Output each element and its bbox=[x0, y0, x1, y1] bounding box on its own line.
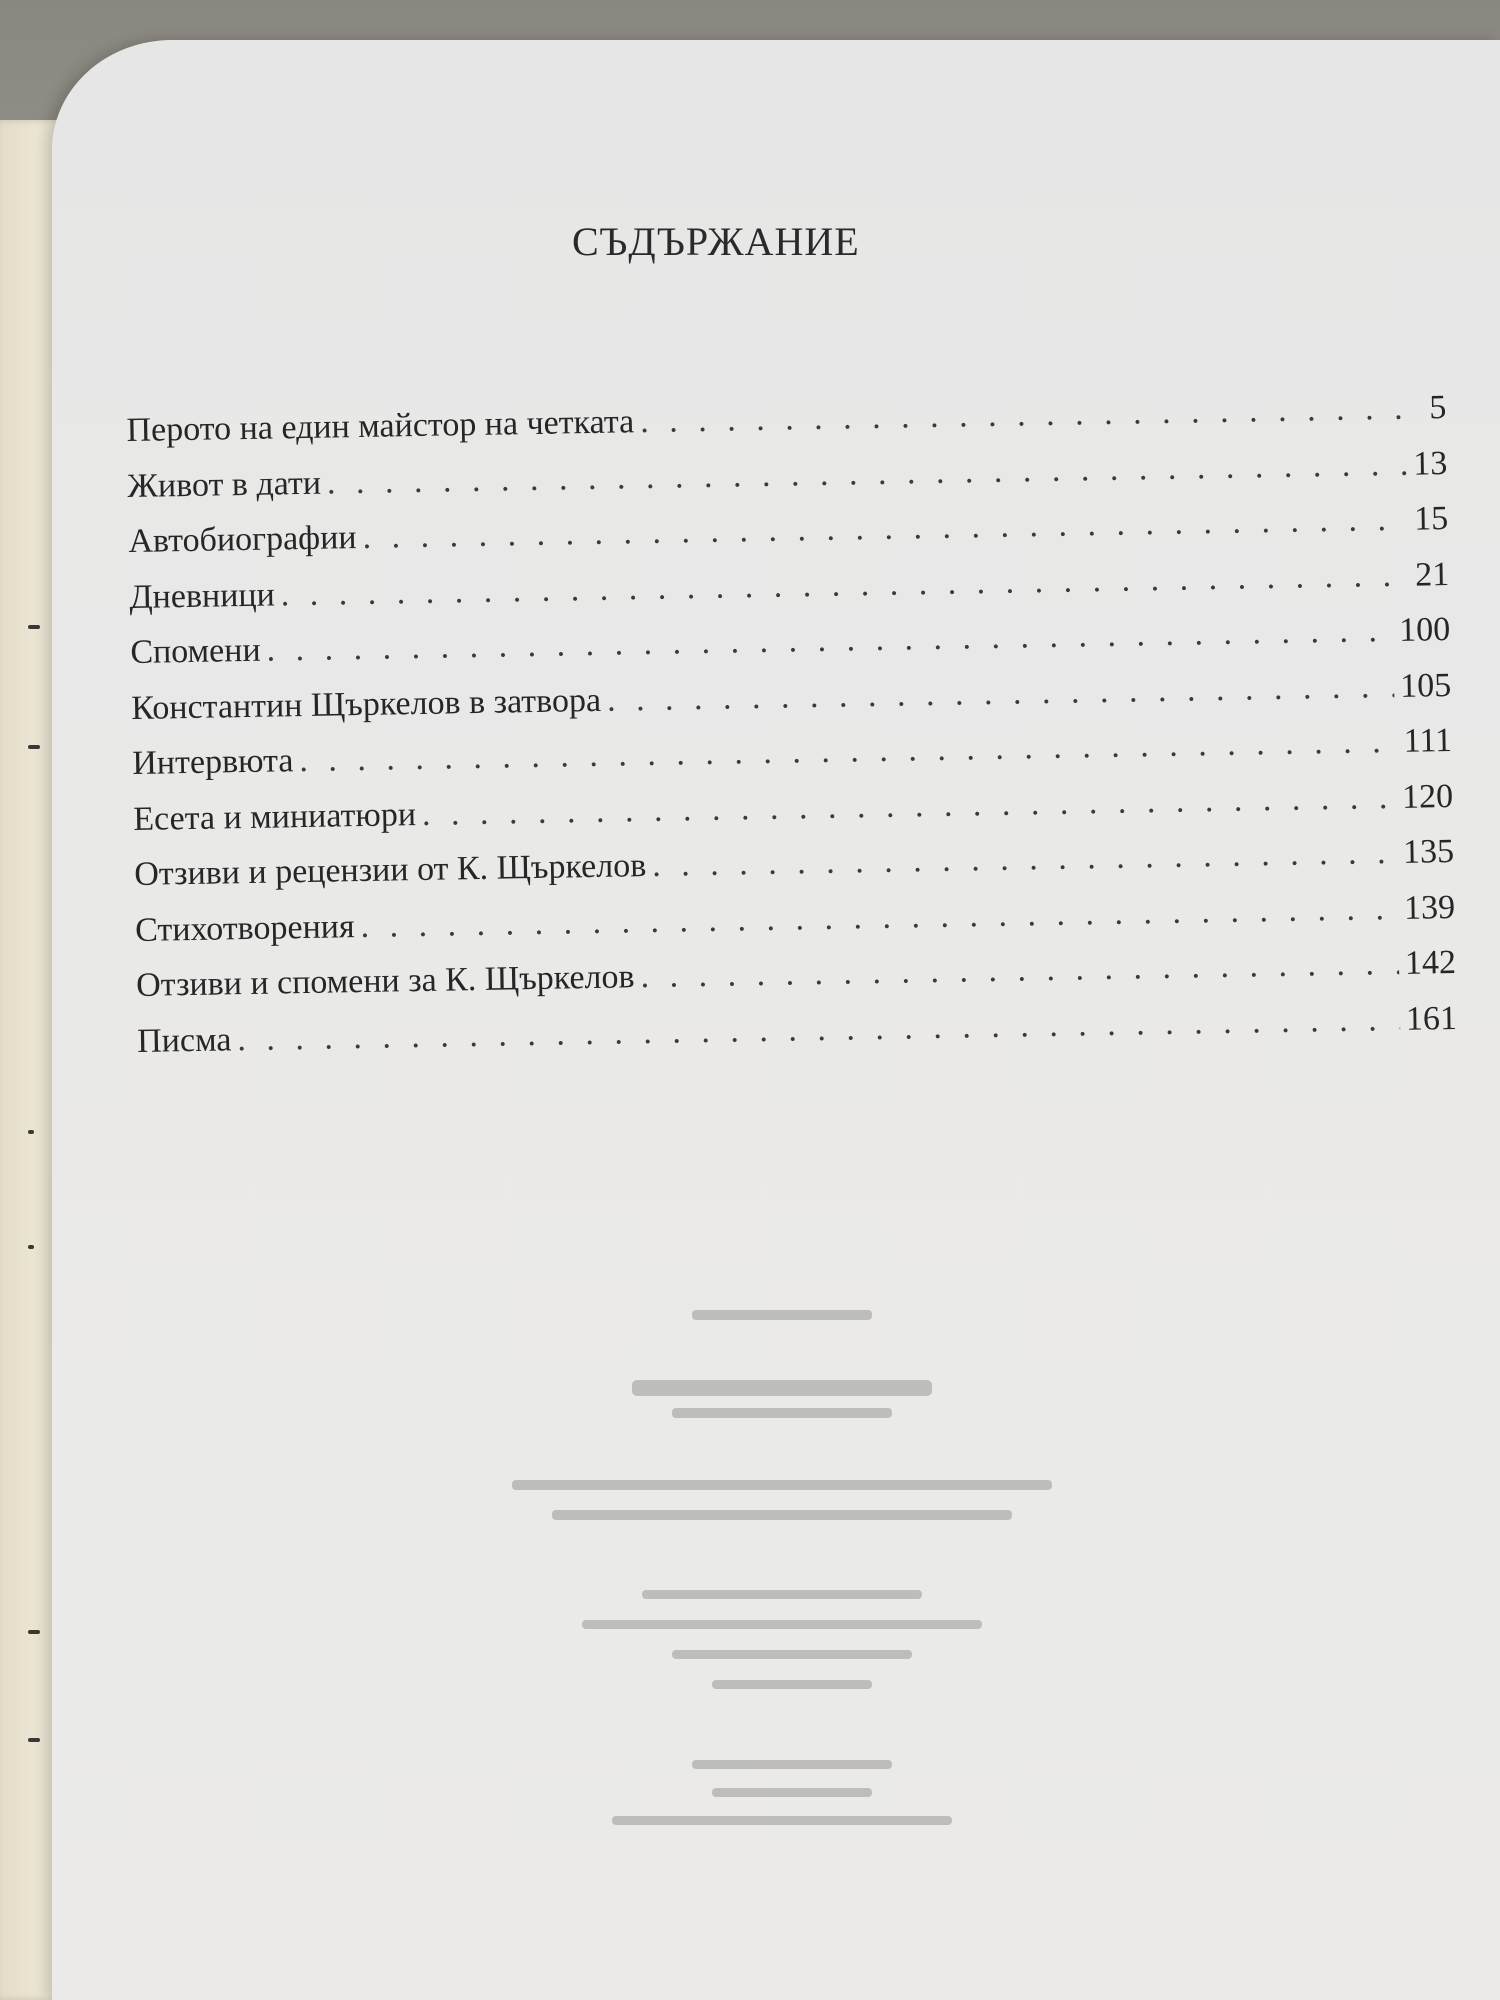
entry-title: Автобиографии bbox=[128, 519, 357, 561]
entry-page-number: 142 bbox=[1404, 943, 1457, 982]
book-page bbox=[52, 40, 1500, 2000]
entry-title: Интервюта bbox=[132, 742, 294, 782]
entry-title: Константин Щъркелов в затвора bbox=[131, 681, 602, 727]
table-of-contents bbox=[126, 389, 1457, 1078]
show-through-text bbox=[432, 1290, 1132, 1850]
margin-mark bbox=[28, 1738, 40, 1742]
entry-title: Писма bbox=[136, 1020, 232, 1060]
entry-page-number: 13 bbox=[1412, 444, 1448, 483]
entry-page-number: 105 bbox=[1399, 666, 1452, 705]
entry-page-number: 5 bbox=[1428, 389, 1447, 427]
entry-title: Дневници bbox=[129, 575, 276, 616]
entry-page-number: 161 bbox=[1405, 999, 1458, 1038]
margin-mark bbox=[28, 625, 40, 629]
entry-title: Стихотворения bbox=[134, 907, 355, 949]
entry-title: Спомени bbox=[130, 631, 261, 672]
entry-page-number: 21 bbox=[1414, 555, 1450, 594]
margin-mark bbox=[28, 1130, 34, 1134]
entry-title: Отзиви и рецензии от К. Щъркелов bbox=[133, 847, 647, 893]
entry-title: Отзиви и спомени за К. Щъркелов bbox=[135, 958, 635, 1004]
entry-page-number: 135 bbox=[1402, 832, 1455, 871]
margin-mark bbox=[28, 1245, 34, 1249]
entry-page-number: 100 bbox=[1398, 610, 1451, 649]
entry-page-number: 139 bbox=[1403, 888, 1456, 927]
entry-page-number: 15 bbox=[1413, 499, 1449, 538]
margin-mark bbox=[28, 1630, 40, 1634]
entry-title: Живот в дати bbox=[127, 464, 322, 505]
dot-leader bbox=[640, 390, 1411, 441]
entry-title: Перото на един майстор на четката bbox=[126, 403, 635, 450]
entry-page-number: 111 bbox=[1403, 721, 1453, 760]
page-title: СЪДЪРЖАНИЕ bbox=[572, 219, 860, 264]
margin-mark bbox=[28, 745, 40, 749]
entry-page-number: 120 bbox=[1401, 777, 1454, 816]
entry-title: Есета и миниатюри bbox=[132, 795, 417, 838]
